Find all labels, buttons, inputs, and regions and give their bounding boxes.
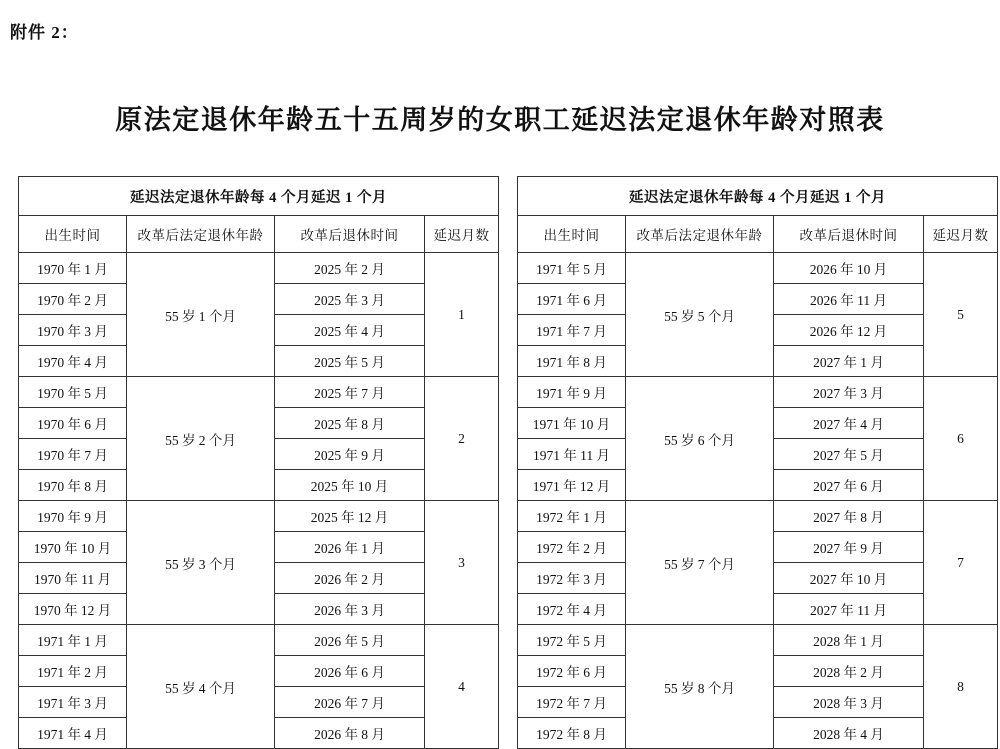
cell-retire-time: 2027 年 11 月	[774, 594, 924, 625]
cell-retire-time: 2025 年 5 月	[275, 346, 425, 377]
cell-birth: 1971 年 11 月	[518, 439, 626, 470]
cell-retire-age: 55 岁 4 个月	[127, 625, 275, 749]
cell-delay-months: 2	[425, 377, 499, 501]
table-row	[518, 253, 998, 284]
cell-birth: 1971 年 5 月	[518, 253, 626, 284]
cell-birth: 1971 年 3 月	[19, 687, 127, 718]
table-gutter	[499, 176, 517, 749]
cell-retire-time: 2025 年 9 月	[275, 439, 425, 470]
table-row	[19, 253, 499, 284]
column-header-retire-time: 改革后退休时间	[275, 216, 425, 253]
column-header-delay-months: 延迟月数	[425, 216, 499, 253]
retirement-table-right	[517, 176, 998, 749]
column-header-birth: 出生时间	[19, 216, 127, 253]
cell-retire-time: 2027 年 4 月	[774, 408, 924, 439]
cell-birth: 1972 年 4 月	[518, 594, 626, 625]
cell-retire-age: 55 岁 7 个月	[626, 501, 774, 625]
table-row	[19, 501, 499, 532]
cell-delay-months: 8	[924, 625, 998, 749]
cell-birth: 1970 年 11 月	[19, 563, 127, 594]
cell-birth: 1971 年 12 月	[518, 470, 626, 501]
cell-retire-age: 55 岁 3 个月	[127, 501, 275, 625]
cell-birth: 1971 年 1 月	[19, 625, 127, 656]
cell-retire-time: 2026 年 3 月	[275, 594, 425, 625]
table-banner-row	[19, 177, 499, 216]
cell-birth: 1971 年 4 月	[19, 718, 127, 749]
cell-birth: 1971 年 7 月	[518, 315, 626, 346]
retirement-table-left	[18, 176, 499, 749]
cell-delay-months: 4	[425, 625, 499, 749]
page-title: 原法定退休年龄五十五周岁的女职工延迟法定退休年龄对照表	[115, 105, 885, 135]
table-row	[19, 377, 499, 408]
table-banner-row	[518, 177, 998, 216]
attachment-label: 附件 2：	[10, 23, 79, 42]
cell-retire-time: 2025 年 7 月	[275, 377, 425, 408]
cell-birth: 1972 年 3 月	[518, 563, 626, 594]
cell-birth: 1972 年 6 月	[518, 656, 626, 687]
cell-birth: 1971 年 10 月	[518, 408, 626, 439]
cell-birth: 1970 年 10 月	[19, 532, 127, 563]
cell-retire-age: 55 岁 1 个月	[127, 253, 275, 377]
cell-retire-time: 2026 年 11 月	[774, 284, 924, 315]
table-banner: 延迟法定退休年龄每 4 个月延迟 1 个月	[19, 177, 499, 216]
cell-retire-time: 2026 年 10 月	[774, 253, 924, 284]
cell-retire-age: 55 岁 2 个月	[127, 377, 275, 501]
cell-retire-age: 55 岁 5 个月	[626, 253, 774, 377]
cell-retire-time: 2026 年 8 月	[275, 718, 425, 749]
cell-birth: 1971 年 8 月	[518, 346, 626, 377]
cell-retire-age: 55 岁 8 个月	[626, 625, 774, 749]
cell-retire-time: 2026 年 6 月	[275, 656, 425, 687]
cell-retire-age: 55 岁 6 个月	[626, 377, 774, 501]
cell-birth: 1972 年 8 月	[518, 718, 626, 749]
cell-birth: 1970 年 6 月	[19, 408, 127, 439]
column-header-retire-age: 改革后法定退休年龄	[127, 216, 275, 253]
cell-birth: 1972 年 7 月	[518, 687, 626, 718]
cell-retire-time: 2028 年 1 月	[774, 625, 924, 656]
cell-retire-time: 2026 年 1 月	[275, 532, 425, 563]
cell-birth: 1970 年 1 月	[19, 253, 127, 284]
table-banner: 延迟法定退休年龄每 4 个月延迟 1 个月	[518, 177, 998, 216]
cell-delay-months: 7	[924, 501, 998, 625]
cell-retire-time: 2027 年 10 月	[774, 563, 924, 594]
column-header-retire-age: 改革后法定退休年龄	[626, 216, 774, 253]
table-row	[518, 377, 998, 408]
cell-birth: 1972 年 1 月	[518, 501, 626, 532]
cell-birth: 1970 年 4 月	[19, 346, 127, 377]
table-row	[518, 501, 998, 532]
table-row	[19, 625, 499, 656]
cell-birth: 1970 年 12 月	[19, 594, 127, 625]
cell-retire-time: 2026 年 7 月	[275, 687, 425, 718]
cell-birth: 1971 年 6 月	[518, 284, 626, 315]
cell-delay-months: 6	[924, 377, 998, 501]
table-header-row	[19, 216, 499, 253]
cell-retire-time: 2026 年 5 月	[275, 625, 425, 656]
cell-retire-time: 2026 年 2 月	[275, 563, 425, 594]
cell-birth: 1970 年 9 月	[19, 501, 127, 532]
cell-birth: 1971 年 2 月	[19, 656, 127, 687]
cell-birth: 1970 年 7 月	[19, 439, 127, 470]
cell-retire-time: 2025 年 10 月	[275, 470, 425, 501]
table-header-row	[518, 216, 998, 253]
table-row	[518, 625, 998, 656]
cell-birth: 1970 年 8 月	[19, 470, 127, 501]
cell-retire-time: 2027 年 8 月	[774, 501, 924, 532]
column-header-delay-months: 延迟月数	[924, 216, 998, 253]
cell-retire-time: 2027 年 6 月	[774, 470, 924, 501]
cell-birth: 1970 年 5 月	[19, 377, 127, 408]
cell-retire-time: 2025 年 2 月	[275, 253, 425, 284]
cell-retire-time: 2025 年 12 月	[275, 501, 425, 532]
cell-retire-time: 2026 年 12 月	[774, 315, 924, 346]
cell-retire-time: 2028 年 4 月	[774, 718, 924, 749]
cell-retire-time: 2028 年 3 月	[774, 687, 924, 718]
cell-retire-time: 2025 年 3 月	[275, 284, 425, 315]
cell-birth: 1972 年 2 月	[518, 532, 626, 563]
cell-birth: 1970 年 3 月	[19, 315, 127, 346]
cell-retire-time: 2027 年 3 月	[774, 377, 924, 408]
cell-retire-time: 2027 年 9 月	[774, 532, 924, 563]
cell-birth: 1972 年 5 月	[518, 625, 626, 656]
cell-birth: 1970 年 2 月	[19, 284, 127, 315]
retirement-schedule-tables	[18, 176, 989, 749]
cell-retire-time: 2025 年 4 月	[275, 315, 425, 346]
cell-birth: 1971 年 9 月	[518, 377, 626, 408]
cell-delay-months: 5	[924, 253, 998, 377]
cell-retire-time: 2025 年 8 月	[275, 408, 425, 439]
cell-retire-time: 2028 年 2 月	[774, 656, 924, 687]
cell-retire-time: 2027 年 1 月	[774, 346, 924, 377]
cell-retire-time: 2027 年 5 月	[774, 439, 924, 470]
column-header-retire-time: 改革后退休时间	[774, 216, 924, 253]
cell-delay-months: 3	[425, 501, 499, 625]
column-header-birth: 出生时间	[518, 216, 626, 253]
cell-delay-months: 1	[425, 253, 499, 377]
